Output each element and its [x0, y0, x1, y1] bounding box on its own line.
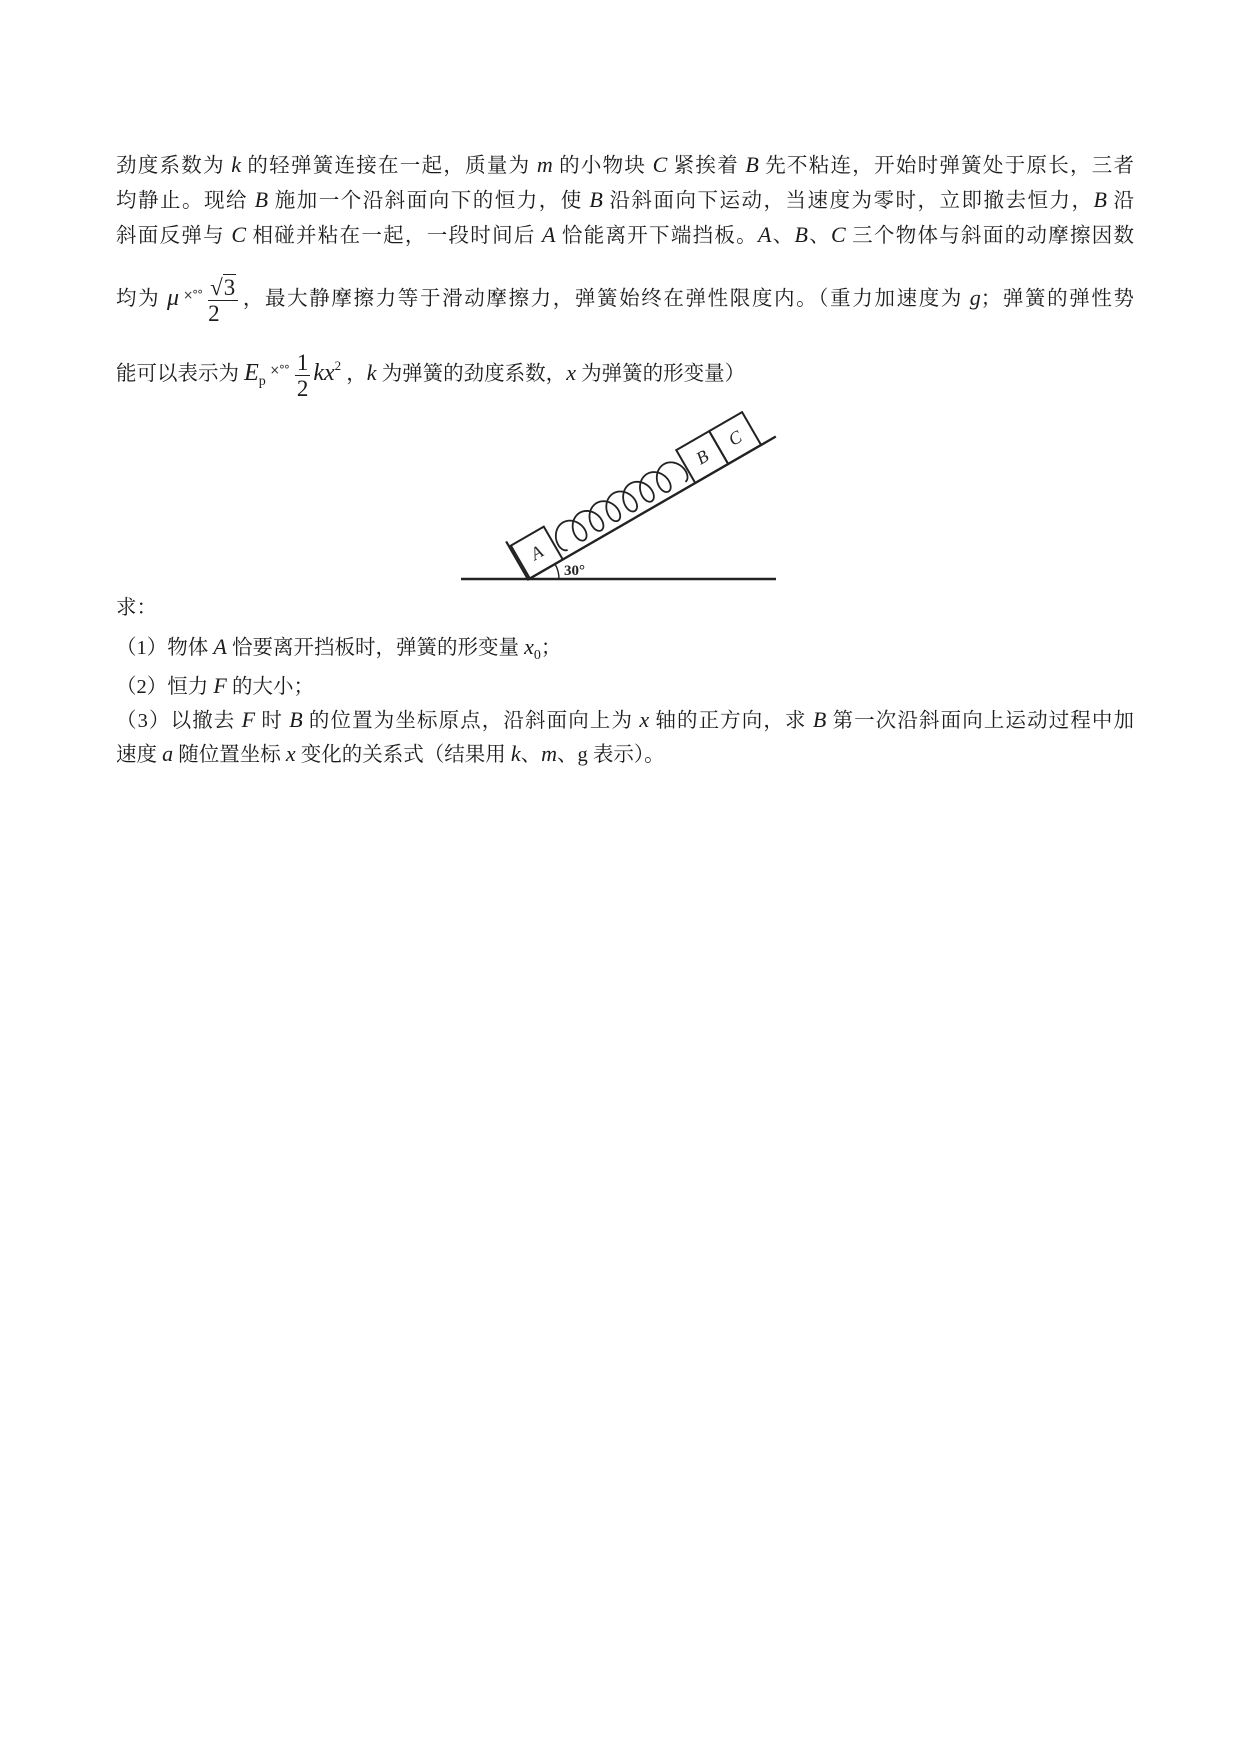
stem-text: 相碰并粘在一起，一段时间后: [246, 225, 543, 247]
question-text: （3）以撤去: [116, 710, 242, 732]
stem-text: 斜面反弹与: [116, 225, 232, 247]
variable-x: x: [285, 741, 296, 766]
question-3-line-1: [116, 707, 1134, 733]
variable-k: k: [510, 741, 521, 766]
question-text: 时: [255, 710, 290, 732]
variable-a: A: [542, 222, 556, 247]
stem-line-4: [116, 266, 1134, 324]
variable-k: k: [231, 152, 242, 177]
variable-x: x: [566, 360, 576, 385]
stem-text: ，最大静摩擦力等于滑动摩擦力，弹簧始终在弹性限度内。（重力加速度为: [241, 288, 970, 310]
stem-text: 均静止。现给: [116, 190, 255, 212]
question-text: 第一次沿斜面向上运动过程中加: [826, 710, 1135, 732]
stem-text: 均为: [116, 288, 168, 310]
stem-text: 的小物块: [552, 155, 653, 177]
variable-x: x: [639, 707, 650, 732]
incline-diagram: [456, 405, 788, 585]
question-3-line-2: [116, 741, 1134, 767]
fraction-denominator: 2: [296, 375, 309, 401]
stem-text: 、: [771, 225, 795, 247]
question-2: [116, 673, 1134, 699]
question-text: （1）物体: [116, 637, 214, 659]
variable-a: A: [757, 222, 772, 247]
stem-line-3: [116, 222, 1134, 248]
stem-text: 恰能离开下端挡板。: [555, 225, 758, 247]
stem-text: 为弹簧的劲度系数，: [376, 363, 567, 385]
question-text: 速度: [116, 744, 163, 766]
stem-text: 能可以表示为: [116, 363, 245, 385]
stem-line-1: [116, 152, 1134, 178]
questions-intro: [116, 595, 1134, 621]
variable-a: a: [162, 741, 174, 766]
variable-g: g: [969, 285, 981, 310]
incline-figure: [456, 405, 788, 585]
variable-c: C: [652, 152, 668, 177]
angle-arc: [555, 564, 559, 579]
variable-f: F: [241, 707, 256, 732]
question-text: 、: [520, 744, 542, 766]
variable-b: B: [254, 187, 269, 212]
variable-b: B: [812, 707, 827, 732]
variable-b: B: [794, 222, 808, 247]
stem-text: 沿斜面向下运动，当速度为零时，立即撤去恒力，: [602, 190, 1094, 212]
stem-text: ，: [341, 363, 367, 385]
stem-text: 为弹簧的形变量）: [575, 363, 746, 385]
incline-group: [506, 405, 776, 580]
variable-f: F: [213, 673, 227, 698]
stem-text: 先不粘连，开始时弹簧处于原长，三者: [758, 155, 1135, 177]
spring: [550, 456, 691, 552]
intro-text: 求：: [116, 597, 157, 619]
stem-text: 沿: [1106, 190, 1135, 212]
variable-a: A: [213, 634, 227, 659]
variable-b: B: [1093, 187, 1107, 212]
variable-kx: kx: [313, 360, 335, 386]
question-text: 随位置坐标: [173, 744, 286, 766]
stem-text: ；弹簧的弹性势: [980, 288, 1135, 310]
variable-b: B: [745, 152, 759, 177]
variable-k: k: [366, 360, 377, 385]
question-text: 的位置为坐标原点，沿斜面向上为: [302, 710, 640, 732]
sqrt3-over-2-fraction: [208, 275, 238, 326]
stem-line-5: [116, 338, 1134, 401]
equals-glyph: ×°°: [183, 288, 203, 302]
question-text: 的大小；: [226, 676, 314, 698]
question-text: 轴的正方向，求: [649, 710, 813, 732]
block-a-label: A: [527, 541, 547, 564]
stem-text: 施加一个沿斜面向下的恒力，使: [268, 190, 590, 212]
question-text: 变化的关系式（结果用: [295, 744, 511, 766]
question-text: 恰要离开挡板时，弹簧的形变量: [226, 637, 525, 659]
equals-glyph: ×°°: [269, 363, 289, 377]
variable-b: B: [289, 707, 303, 732]
angle-label: 30°: [564, 563, 585, 579]
stem-text: 、: [807, 225, 832, 247]
stem-text: 三个物体与斜面的动摩擦因数: [845, 225, 1135, 247]
subscript-0: 0: [533, 648, 541, 663]
question-text: （2）恒力: [116, 676, 214, 698]
one-half-fraction: [295, 350, 311, 401]
bottom-baffle: [506, 541, 529, 580]
variable-e: E: [244, 360, 259, 386]
fraction-numerator: [208, 275, 238, 301]
variable-m: m: [541, 741, 558, 766]
superscript-2: 2: [334, 358, 342, 373]
variable-x: x: [524, 634, 534, 659]
fraction-numerator: 1: [296, 349, 309, 375]
variable-c: C: [831, 222, 846, 247]
stem-text: 紧挨着: [667, 155, 746, 177]
question-1: [116, 634, 1134, 663]
variable-m: m: [536, 152, 553, 177]
fraction-denominator: 2: [208, 300, 220, 326]
block-b-label: B: [692, 445, 712, 469]
stem-line-2: [116, 187, 1134, 213]
variable-mu: μ: [167, 285, 180, 311]
variable-c: C: [231, 222, 247, 247]
block-c-label: C: [724, 426, 746, 450]
stem-text: 的轻弹簧连接在一起，质量为: [241, 155, 537, 177]
question-text: ；: [540, 637, 562, 659]
question-text: 、g 表示）。: [557, 744, 665, 766]
variable-b: B: [589, 187, 603, 212]
radical-sign: √: [210, 274, 223, 300]
subscript-p: p: [258, 374, 266, 389]
stem-text: 劲度系数为: [116, 155, 232, 177]
radicand: 3: [223, 274, 236, 300]
